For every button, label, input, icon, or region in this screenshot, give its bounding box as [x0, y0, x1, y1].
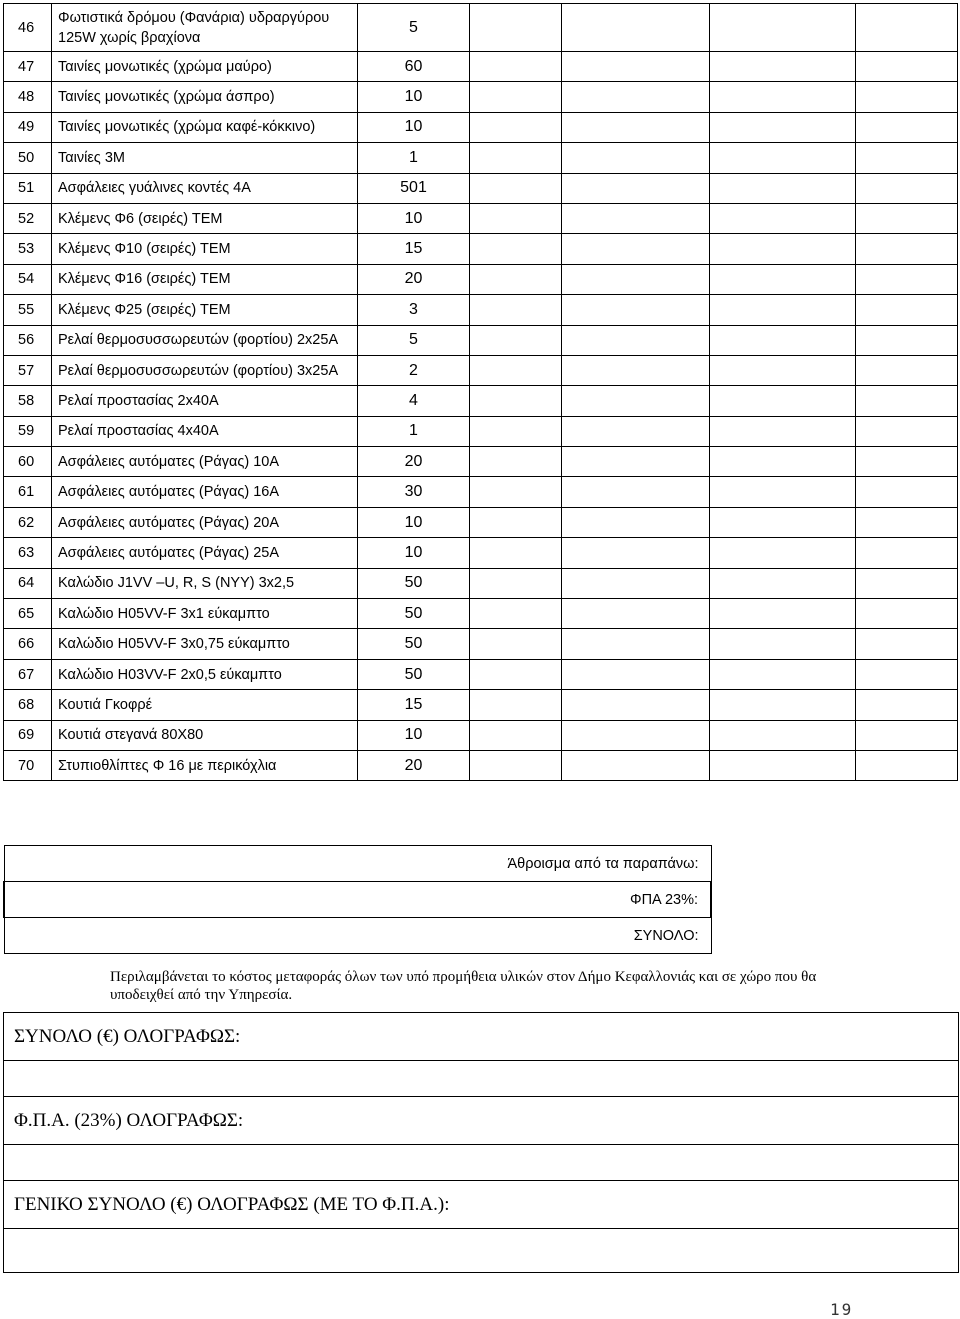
item-description: Καλώδιο H05VV-F 3x1 εύκαμπτο [52, 599, 358, 629]
unit-price-cell[interactable] [470, 325, 562, 355]
item-description: Κουτιά Γκοφρέ [52, 690, 358, 720]
item-description: Κουτιά στεγανά 80Χ80 [52, 720, 358, 750]
extra-cell-b[interactable] [856, 355, 958, 385]
unit-price-cell[interactable] [470, 203, 562, 233]
extra-cell-b[interactable] [856, 173, 958, 203]
item-description: Ταινίες μονωτικές (χρώμα μαύρο) [52, 52, 358, 82]
item-number: 61 [4, 477, 52, 507]
item-number: 68 [4, 690, 52, 720]
table-row [4, 629, 958, 659]
table-row [4, 750, 958, 780]
unit-price-cell[interactable] [470, 143, 562, 173]
table-row [4, 690, 958, 720]
item-description: Ασφάλειες αυτόματες (Ράγας) 10Α [52, 447, 358, 477]
extra-cell-b[interactable] [856, 720, 958, 750]
item-description: Κλέμενς Φ25 (σειρές) ΤΕΜ [52, 295, 358, 325]
unit-price-cell[interactable] [470, 173, 562, 203]
item-quantity: 50 [358, 568, 470, 598]
unit-price-cell[interactable] [470, 264, 562, 294]
line-total-cell[interactable] [562, 264, 710, 294]
item-description: Ταινίες 3Μ [52, 143, 358, 173]
table-row [4, 416, 958, 446]
table-row [4, 507, 958, 537]
line-total-cell[interactable] [562, 477, 710, 507]
item-description: Ταινίες μονωτικές (χρώμα καφέ-κόκκινο) [52, 112, 358, 142]
table-row [4, 264, 958, 294]
extra-cell-a[interactable] [710, 173, 856, 203]
extra-cell-b[interactable] [856, 264, 958, 294]
item-description: Ρελαί θερμοσυσσωρευτών (φορτίου) 2x25A [52, 325, 358, 355]
extra-cell-a[interactable] [710, 416, 856, 446]
vat-row [4, 882, 959, 918]
item-quantity: 4 [358, 386, 470, 416]
item-description: Καλώδιο H03VV-F 2x0,5 εύκαμπτο [52, 659, 358, 689]
item-quantity: 10 [358, 507, 470, 537]
item-quantity: 5 [358, 325, 470, 355]
unit-price-cell[interactable] [470, 568, 562, 598]
table-row [4, 112, 958, 142]
item-description: Ασφάλειες αυτόματες (Ράγας) 20Α [52, 507, 358, 537]
item-description: Στυπιοθλίπτες Φ 16 με περικόχλια [52, 750, 358, 780]
unit-price-cell[interactable] [470, 52, 562, 82]
total-label: ΣΥΝΟΛΟ: [4, 918, 711, 954]
item-number: 67 [4, 659, 52, 689]
extra-cell-a[interactable] [710, 4, 856, 52]
item-number: 54 [4, 264, 52, 294]
item-quantity: 50 [358, 629, 470, 659]
extra-cell-b[interactable] [856, 325, 958, 355]
table-row [4, 203, 958, 233]
item-quantity: 10 [358, 720, 470, 750]
table-row [4, 295, 958, 325]
extra-cell-a[interactable] [710, 447, 856, 477]
unit-price-cell[interactable] [470, 599, 562, 629]
extra-cell-b[interactable] [856, 447, 958, 477]
vat-label: ΦΠΑ 23%: [4, 882, 711, 918]
total-words-label: ΣΥΝΟΛΟ (€) ΟΛΟΓΡΑΦΩΣ: [4, 1013, 959, 1061]
item-quantity: 50 [358, 659, 470, 689]
items-table [3, 3, 958, 781]
line-total-cell[interactable] [562, 629, 710, 659]
item-quantity: 60 [358, 52, 470, 82]
item-quantity: 50 [358, 599, 470, 629]
item-description: Ασφάλειες γυάλινες κοντές 4Α [52, 173, 358, 203]
extra-cell-b[interactable] [856, 234, 958, 264]
extra-cell-a[interactable] [710, 234, 856, 264]
item-number: 63 [4, 538, 52, 568]
table-row [4, 173, 958, 203]
extra-cell-b[interactable] [856, 599, 958, 629]
extra-cell-b[interactable] [856, 750, 958, 780]
item-number: 52 [4, 203, 52, 233]
sum-label: Άθροισμα από τα παραπάνω: [4, 846, 711, 882]
extra-cell-a[interactable] [710, 325, 856, 355]
table-row [4, 143, 958, 173]
item-quantity: 501 [358, 173, 470, 203]
item-number: 49 [4, 112, 52, 142]
item-number: 59 [4, 416, 52, 446]
table-row [4, 52, 958, 82]
item-number: 53 [4, 234, 52, 264]
extra-cell-b[interactable] [856, 112, 958, 142]
extra-cell-a[interactable] [710, 355, 856, 385]
table-row [4, 4, 958, 52]
line-total-cell[interactable] [562, 416, 710, 446]
unit-price-cell[interactable] [470, 112, 562, 142]
item-quantity: 2 [358, 355, 470, 385]
item-quantity: 15 [358, 234, 470, 264]
unit-price-cell[interactable] [470, 355, 562, 385]
extra-cell-a[interactable] [710, 568, 856, 598]
totals-table [3, 845, 960, 954]
extra-cell-b[interactable] [856, 143, 958, 173]
line-total-cell[interactable] [562, 447, 710, 477]
line-total-cell[interactable] [562, 355, 710, 385]
item-number: 70 [4, 750, 52, 780]
grand-words-field[interactable] [4, 1229, 959, 1273]
item-description: Ασφάλειες αυτόματες (Ράγας) 16Α [52, 477, 358, 507]
item-quantity: 10 [358, 203, 470, 233]
line-total-cell[interactable] [562, 659, 710, 689]
extra-cell-b[interactable] [856, 203, 958, 233]
table-row [4, 477, 958, 507]
line-total-cell[interactable] [562, 690, 710, 720]
item-quantity: 15 [358, 690, 470, 720]
item-quantity: 30 [358, 477, 470, 507]
line-total-cell[interactable] [562, 568, 710, 598]
item-number: 66 [4, 629, 52, 659]
item-number: 60 [4, 447, 52, 477]
extra-cell-a[interactable] [710, 295, 856, 325]
item-quantity: 3 [358, 295, 470, 325]
item-number: 57 [4, 355, 52, 385]
table-row [4, 447, 958, 477]
item-description: Κλέμενς Φ10 (σειρές) ΤΕΜ [52, 234, 358, 264]
unit-price-cell[interactable] [470, 4, 562, 52]
item-quantity: 1 [358, 143, 470, 173]
item-quantity: 10 [358, 82, 470, 112]
line-total-cell[interactable] [562, 750, 710, 780]
table-row [4, 355, 958, 385]
amount-in-words-table [3, 1012, 959, 1273]
table-row [4, 720, 958, 750]
item-number: 58 [4, 386, 52, 416]
extra-cell-a[interactable] [710, 82, 856, 112]
unit-price-cell[interactable] [470, 690, 562, 720]
extra-cell-b[interactable] [856, 568, 958, 598]
item-number: 64 [4, 568, 52, 598]
extra-cell-b[interactable] [856, 690, 958, 720]
item-description: Ρελαί θερμοσυσσωρευτών (φορτίου) 3x25A [52, 355, 358, 385]
item-description: Καλώδιο J1VV –U, R, S (NYY) 3x2,5 [52, 568, 358, 598]
item-number: 46 [4, 4, 52, 52]
table-row [4, 538, 958, 568]
line-total-cell[interactable] [562, 538, 710, 568]
page-number: 19 [830, 1300, 854, 1319]
extra-cell-a[interactable] [710, 750, 856, 780]
line-total-cell[interactable] [562, 82, 710, 112]
transport-note: Περιλαμβάνεται το κόστος μεταφοράς όλων των υπό προμήθεια υλικών στον Δήμο Κεφαλλονιάς και σε χώρο που θα υποδειχθεί από την Υπηρεσία. [110, 969, 817, 1003]
item-description: Κλέμενς Φ16 (σειρές) ΤΕΜ [52, 264, 358, 294]
vat-words-label: Φ.Π.Α. (23%) ΟΛΟΓΡΑΦΩΣ: [4, 1097, 959, 1145]
extra-cell-a[interactable] [710, 143, 856, 173]
table-row [4, 386, 958, 416]
unit-price-cell[interactable] [470, 750, 562, 780]
item-number: 50 [4, 143, 52, 173]
line-total-cell[interactable] [562, 203, 710, 233]
extra-cell-b[interactable] [856, 4, 958, 52]
extra-cell-a[interactable] [710, 659, 856, 689]
line-total-cell[interactable] [562, 52, 710, 82]
unit-price-cell[interactable] [470, 477, 562, 507]
unit-price-cell[interactable] [470, 720, 562, 750]
table-row [4, 82, 958, 112]
item-number: 69 [4, 720, 52, 750]
unit-price-cell[interactable] [470, 234, 562, 264]
item-number: 55 [4, 295, 52, 325]
extra-cell-b[interactable] [856, 507, 958, 537]
extra-cell-a[interactable] [710, 112, 856, 142]
extra-cell-a[interactable] [710, 52, 856, 82]
line-total-cell[interactable] [562, 173, 710, 203]
line-total-cell[interactable] [562, 599, 710, 629]
item-quantity: 20 [358, 447, 470, 477]
extra-cell-b[interactable] [856, 416, 958, 446]
item-description: Καλώδιο H05VV-F 3x0,75 εύκαμπτο [52, 629, 358, 659]
table-row [4, 659, 958, 689]
line-total-cell[interactable] [562, 325, 710, 355]
line-total-cell[interactable] [562, 720, 710, 750]
item-quantity: 10 [358, 538, 470, 568]
unit-price-cell[interactable] [470, 295, 562, 325]
table-row [4, 234, 958, 264]
item-description: Ρελαί προστασίας 4x40A [52, 416, 358, 446]
item-number: 47 [4, 52, 52, 82]
line-total-cell[interactable] [562, 295, 710, 325]
extra-cell-a[interactable] [710, 203, 856, 233]
table-row [4, 599, 958, 629]
item-description: Ασφάλειες αυτόματες (Ράγας) 25Α [52, 538, 358, 568]
extra-cell-b[interactable] [856, 629, 958, 659]
total-words-field[interactable] [4, 1061, 959, 1097]
extra-cell-b[interactable] [856, 386, 958, 416]
extra-cell-a[interactable] [710, 629, 856, 659]
extra-cell-a[interactable] [710, 538, 856, 568]
vat-words-field[interactable] [4, 1145, 959, 1181]
item-number: 51 [4, 173, 52, 203]
line-total-cell[interactable] [562, 112, 710, 142]
extra-cell-a[interactable] [710, 477, 856, 507]
unit-price-cell[interactable] [470, 659, 562, 689]
item-quantity: 10 [358, 112, 470, 142]
unit-price-cell[interactable] [470, 507, 562, 537]
extra-cell-a[interactable] [710, 599, 856, 629]
item-quantity: 1 [358, 416, 470, 446]
item-number: 65 [4, 599, 52, 629]
unit-price-cell[interactable] [470, 386, 562, 416]
item-quantity: 20 [358, 264, 470, 294]
unit-price-cell[interactable] [470, 416, 562, 446]
total-row [4, 918, 959, 954]
line-total-cell[interactable] [562, 386, 710, 416]
line-total-cell[interactable] [562, 507, 710, 537]
table-row [4, 568, 958, 598]
unit-price-cell[interactable] [470, 629, 562, 659]
extra-cell-b[interactable] [856, 538, 958, 568]
line-total-cell[interactable] [562, 234, 710, 264]
items-body [4, 4, 958, 781]
item-description: Κλέμενς Φ6 (σειρές) ΤΕΜ [52, 203, 358, 233]
extra-cell-b[interactable] [856, 82, 958, 112]
extra-cell-b[interactable] [856, 477, 958, 507]
extra-cell-b[interactable] [856, 659, 958, 689]
line-total-cell[interactable] [562, 143, 710, 173]
extra-cell-a[interactable] [710, 264, 856, 294]
item-number: 48 [4, 82, 52, 112]
sum-row [4, 846, 959, 882]
item-description: Ταινίες μονωτικές (χρώμα άσπρο) [52, 82, 358, 112]
item-number: 56 [4, 325, 52, 355]
line-total-cell[interactable] [562, 4, 710, 52]
unit-price-cell[interactable] [470, 82, 562, 112]
item-description: Ρελαί προστασίας 2x40A [52, 386, 358, 416]
extra-cell-a[interactable] [710, 690, 856, 720]
extra-cell-b[interactable] [856, 52, 958, 82]
extra-cell-a[interactable] [710, 507, 856, 537]
item-quantity: 20 [358, 750, 470, 780]
table-row [4, 325, 958, 355]
grand-words-label: ΓΕΝΙΚΟ ΣΥΝΟΛΟ (€) ΟΛΟΓΡΑΦΩΣ (ΜΕ ΤΟ Φ.Π.Α.): [4, 1181, 959, 1229]
extra-cell-a[interactable] [710, 386, 856, 416]
extra-cell-a[interactable] [710, 720, 856, 750]
unit-price-cell[interactable] [470, 447, 562, 477]
extra-cell-b[interactable] [856, 295, 958, 325]
item-number: 62 [4, 507, 52, 537]
unit-price-cell[interactable] [470, 538, 562, 568]
item-quantity: 5 [358, 4, 470, 52]
item-description: Φωτιστικά δρόμου (Φανάρια) υδραργύρου 125W χωρίς βραχίονα [52, 4, 358, 52]
